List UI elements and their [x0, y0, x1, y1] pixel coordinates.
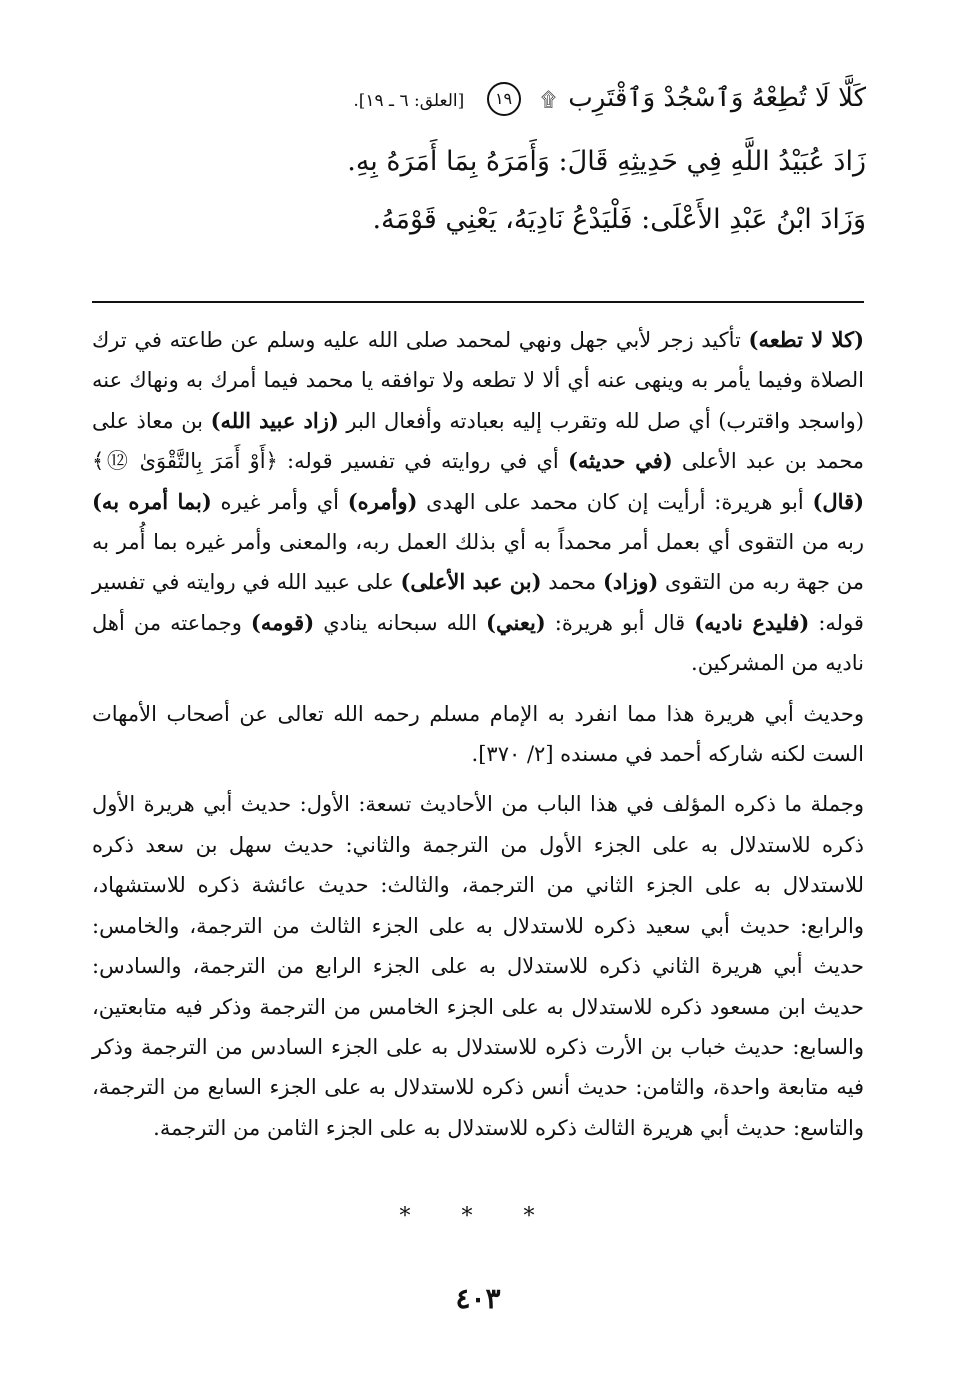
bold-term: (كلا لا تطعه): [748, 327, 864, 352]
quran-reference: [العلق: ٦ ـ ١٩].: [353, 91, 465, 111]
commentary-text: قال أبو هريرة:: [545, 610, 695, 635]
commentary-text: تأكيد زجر لأبي جهل ونهي لمحمد صلى الله عليه وسلم عن طاعته في ترك الصلاة وفيما يأمر به وينهى عنه أي ألا لا تطعه ولا توافقه يا محمد فيما أمرك به ونهاك عنه (واسجد واقترب) أي صل لله وتقرب إليه بعبادته وأفعال البر: [92, 328, 864, 433]
bold-term: (وزاد): [602, 569, 659, 595]
bold-term: (بن عبد الأعلى): [400, 569, 542, 595]
page-number: ٤٠٣: [455, 1282, 501, 1315]
bold-term: (قومه): [250, 609, 315, 635]
commentary-paragraph-3: وجملة ما ذكره المؤلف في هذا الباب من الأحاديث تسعة: الأول: حديث أبي هريرة الأول ذكره للاستدلال به على الجزء الأول من الترجمة والثاني: حديث سهل بن سعد ذكره للاستدلال به على الجزء الثاني من الترجمة، والثالث: حديث عائشة ذكره للاستشهاد، والرابع: حديث أبي سعيد ذكره للاستدلال به على الجزء الثالث من الترجمة، والخامس: حديث أبي هريرة الثاني ذكره للاستدلال به على الجزء الرابع من الترجمة، والسادس: حديث ابن مسعود ذكره للاستدلال به على الجزء الخامس من الترجمة وذكر فيه متابعتين، والسابع: حديث خباب بن الأرت ذكره للاستدلال به على الجزء السادس من الترجمة وذكر فيه متابعة واحدة، والثامن: حديث أنس ذكره للاستدلال به على الجزء السابع من الترجمة، والتاسع: حديث أبي هريرة الثالث ذكره للاستدلال به على الجزء الثامن من الترجمة.: [92, 792, 864, 1140]
bold-term: (زاد عبيد الله): [210, 407, 339, 433]
ayah-number-marker: ١٩: [487, 82, 521, 116]
commentary-paragraph-1: [92, 320, 864, 684]
verse-text: كَلَّا لَا تُطِعْهُ وَٱسْجُدْ وَٱقْتَرِب: [568, 83, 866, 113]
commentary-text: محمد: [541, 570, 603, 595]
commentary-text: وجماعته من أهل ناديه من المشركين.: [92, 610, 864, 676]
commentary-text: أي في روايته في تفسير قوله: ﴿أَوْ أَمَرَ بِالتَّقْوَىٰ ⑫﴾: [92, 449, 568, 474]
sajda-icon: ۩: [540, 87, 557, 111]
commentary-paragraph-2: وحديث أبي هريرة هذا مما انفرد به الإمام مسلم رحمه الله تعالى عن أصحاب الأمهات الست لكنه شاركه أحمد في مسنده [٢/ ٣٧٠].: [92, 701, 864, 767]
bold-term: (يعني): [486, 609, 546, 635]
commentary: [92, 320, 864, 1158]
commentary-text: أبو هريرة: أرأيت إن كان محمد على الهدى: [417, 489, 813, 514]
hadith-addition-1: زَادَ عُبَيْدُ اللَّهِ فِي حَدِيثِهِ قَالَ: وَأَمَرَهُ بِمَا أَمَرَهُ بِهِ.: [347, 146, 866, 177]
commentary-text: أي وأمر غيره: [211, 489, 348, 514]
commentary-text: على عبيد الله في روايته في تفسير قوله:: [92, 570, 864, 635]
section-separator: * * *: [399, 1204, 557, 1229]
commentary-text: ربه من التقوى أي بعمل أمر محمداً به أي بذلك العمل ربه، والمعنى وأمر غيره بما أُمر به من جهة ربه من التقوى: [92, 530, 864, 595]
bold-term: (قال): [812, 488, 865, 514]
bold-term: (بما أمره به): [92, 488, 212, 514]
bold-term: (في حديثه): [567, 448, 673, 474]
hadith-addition-2: وَزَادَ ابْنُ عَبْدِ الأَعْلَى: فَلْيَدْعُ نَادِيَهُ، يَعْنِي قَوْمَهُ.: [372, 204, 866, 235]
commentary-text: الله سبحانه ينادي: [314, 610, 487, 635]
footnote-divider: [92, 301, 864, 303]
commentary-text: بن معاذ على محمد بن عبد الأعلى: [92, 408, 865, 474]
bold-term: (وأمره): [347, 488, 418, 514]
bold-term: (فليدع ناديه): [694, 609, 810, 635]
quran-verse-line: [86, 78, 866, 121]
